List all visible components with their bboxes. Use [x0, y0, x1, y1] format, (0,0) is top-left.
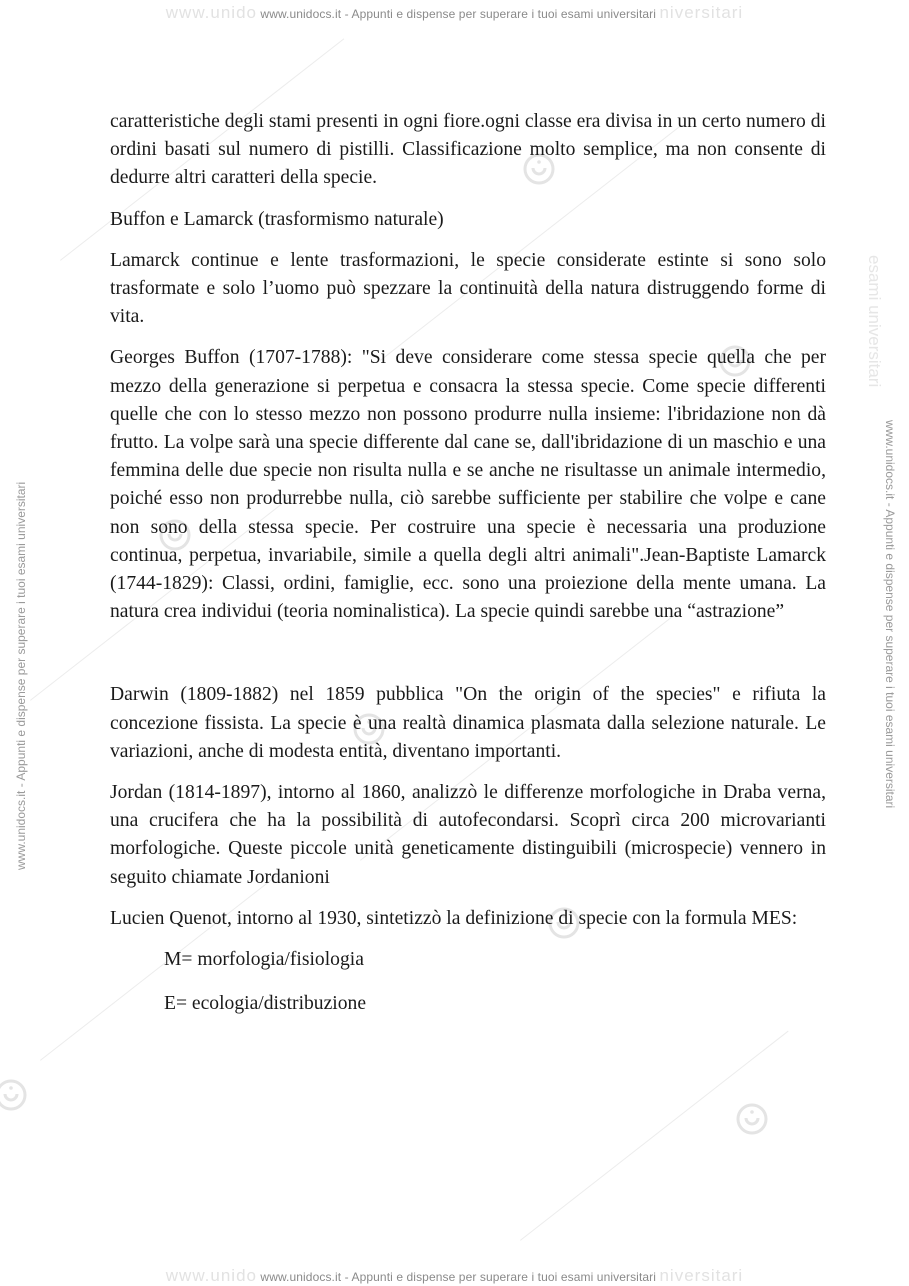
document-page — [110, 108, 826, 1034]
unidocs-logo-icon — [735, 1102, 769, 1136]
watermark-ghost-right: niversitari — [659, 3, 744, 22]
paragraph: Jordan (1814-1897), intorno al 1860, analizzò le differenze morfologiche in Draba verna, una crucifera che ha la possibilità di autofecondarsi. Scoprì circa 200 microvarianti morfologiche. Queste piccole unità geneticamente distinguibili (microspecie) vennero in seguito chiamate Jordanioni — [110, 782, 826, 888]
paragraph-gap — [110, 639, 826, 681]
unidocs-logo-icon — [0, 1078, 28, 1112]
watermark-banner-text: www.unidocs.it - Appunti e dispense per superare i tuoi esami universitari — [260, 7, 657, 21]
list-item: E= ecologia/distribuzione — [164, 993, 367, 1015]
watermark-ghost-side-right: esami universitari — [865, 255, 884, 388]
paragraph: Lamarck continue e lente trasformazioni, le specie considerate estinte si sono solo trasformate e solo l’uomo può spezzare la continuità della natura distruggendo forme di vita. — [110, 249, 826, 328]
paragraph: Darwin (1809-1882) nel 1859 pubblica "On the origin of the species" e rifiuta la concezione fissista. La specie è una realtà dinamica plasmata dalla selezione naturale. Le variazioni, anche di modesta entità, diventano importanti. — [110, 684, 826, 762]
watermark-banner-top — [0, 3, 909, 23]
watermark-ghost-right: niversitari — [659, 1266, 744, 1285]
watermark-banner-text: www.unidocs.it - Appunti e dispense per superare i tuoi esami universitari — [260, 1270, 657, 1284]
watermark-ghost-left: www.unido — [165, 1266, 257, 1285]
section-heading: Buffon e Lamarck (trasformismo naturale) — [110, 208, 444, 230]
watermark-banner-bottom — [0, 1266, 909, 1286]
paragraph: Georges Buffon (1707-1788): "Si deve considerare come stessa specie quella che per mezzo della generazione si perpetua e consacra la stessa specie. Come specie differenti quelle che con lo stesso mezzo non possono produrre nulla insieme: l'ibridazione non dà frutto. La volpe sarà una specie differente dal cane se, dall'ibridazione di un maschio e una femmina delle due specie non risulta nulla e se anche ne risultasse un animale intermedio, poiché esso non produrrebbe nulla, ciò sarebbe sufficiente per stabilire che volpe e cane non sono della stessa specie. Per costruire una specie è necessaria una produzione continua, perpetua, invariabile, simile a quella degli altri animali".Jean-Baptiste Lamarck (1744-1829): Classi, ordini, famiglie, ecc. sono una proiezione della mente umana. La natura crea individui (teoria nominalistica). La specie quindi sarebbe una “astrazione” — [110, 347, 826, 623]
watermark-side-right: www.unidocs.it - Appunti e dispense per superare i tuoi esami universitari — [883, 420, 897, 809]
list-item: M= morfologia/fisiologia — [164, 949, 364, 971]
paragraph: caratteristiche degli stami presenti in ogni fiore.ogni classe era divisa in un certo numero di ordini basati sul numero di pistilli. Classificazione molto semplice, ma non consente di dedurre altri caratteri della specie. — [110, 111, 826, 189]
watermark-ghost-left: www.unido — [165, 3, 257, 22]
paragraph: Lucien Quenot, intorno al 1930, sintetizzò la definizione di specie con la formula MES: — [110, 907, 798, 929]
watermark-side-left: www.unidocs.it - Appunti e dispense per superare i tuoi esami universitari — [14, 481, 28, 870]
